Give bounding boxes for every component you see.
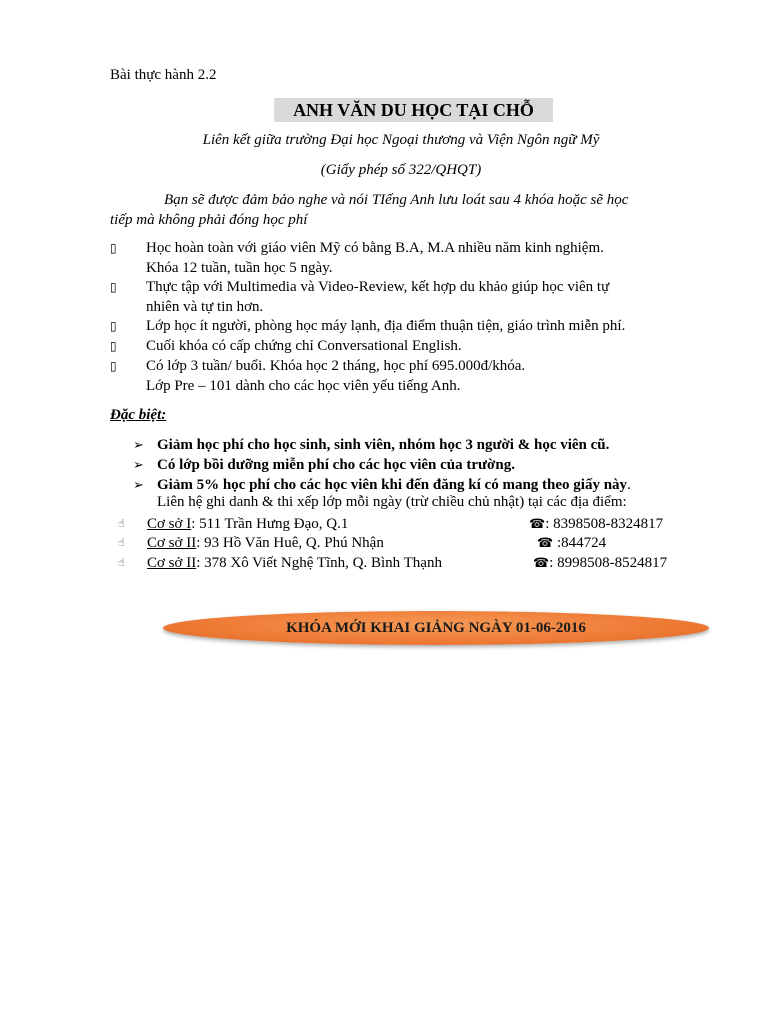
pointing-hand-icon: ☝ [118, 556, 125, 569]
list-item-text: Thực tập với Multimedia và Video-Review, kết hợp du khảo giúp học viên tự [146, 279, 610, 295]
offer-text: Giảm 5% học phí cho các học viên khi đến đăng kí có mang theo giấy này [157, 477, 628, 493]
intro-line: tiếp mà không phải đóng học phí [110, 212, 308, 228]
offer-text: Giảm học phí cho học sinh, sinh viên, nhóm học 3 người & học viên cũ. [157, 437, 610, 453]
branch-name: Cơ sở I [147, 516, 192, 532]
branch-row [118, 514, 688, 534]
list-item-text: Khóa 12 tuần, tuần học 5 ngày. [146, 259, 333, 276]
offer-item [133, 455, 515, 476]
list-item-text: Có lớp 3 tuần/ buổi. Khóa học 2 tháng, học phí 695.000đ/khóa. [146, 358, 526, 374]
pointing-hand-icon: ☝ [118, 517, 125, 530]
branch-phone: : 8998508-8524817 [549, 555, 668, 571]
special-heading: Đặc biệt: [110, 407, 167, 423]
subtitle: Liên kết giữa trường Đại học Ngoại thương và Viện Ngôn ngữ Mỹ [202, 132, 600, 148]
branch-row [118, 553, 688, 573]
list-item-text: nhiên và tự tin hơn. [146, 298, 264, 315]
telephone-icon: ☎ [529, 517, 546, 532]
square-bullet-icon: ▯ [110, 241, 117, 255]
arrow-bullet-icon: ➢ [133, 458, 144, 473]
branch-address: : 93 Hồ Văn Huê, Q. Phú Nhận [196, 535, 384, 551]
square-bullet-icon: ▯ [110, 319, 117, 333]
intro-paragraph [110, 190, 692, 230]
list-item-text: Lớp học ít người, phòng học máy lạnh, địa điểm thuận tiện, giáo trình miễn phí. [146, 318, 626, 334]
license-number: (Giấy phép số 322/QHQT) [320, 162, 482, 178]
branch-phone: : 8398508-8324817 [545, 516, 664, 532]
pointing-hand-icon: ☝ [118, 536, 125, 549]
telephone-icon: ☎ [533, 556, 550, 571]
square-bullet-icon: ▯ [110, 339, 117, 353]
list-item-text: Cuối khóa có cấp chứng chỉ Conversational English. [146, 338, 462, 354]
offer-item [133, 475, 631, 496]
list-item-text: Học hoàn toàn với giáo viên Mỹ có bằng B.A, M.A nhiều năm kinh nghiệm. [146, 240, 604, 256]
branch-row [118, 533, 688, 553]
offer-period: . [627, 477, 631, 493]
exercise-label: Bài thực hành 2.2 [110, 67, 217, 83]
list-item-text: Lớp Pre – 101 dành cho các học viên yếu tiếng Anh. [146, 377, 461, 394]
page-title: ANH VĂN DU HỌC TẠI CHỖ [274, 98, 553, 122]
branch-address: : 378 Xô Viết Nghệ Tĩnh, Q. Bình Thạnh [196, 555, 442, 571]
branch-name: Cơ sở II [147, 555, 197, 571]
offer-text: Có lớp bồi dưỡng miễn phí cho các học viên của trường. [157, 457, 515, 473]
square-bullet-icon: ▯ [110, 359, 117, 373]
offer-item [133, 435, 609, 456]
arrow-bullet-icon: ➢ [133, 478, 144, 493]
branch-phone: :844724 [553, 535, 607, 551]
intro-line: Bạn sẽ được đảm bảo nghe và nói TIếng Anh lưu loát sau 4 khóa hoặc sẽ học [164, 192, 629, 208]
arrow-bullet-icon: ➢ [133, 438, 144, 453]
opening-date-banner: KHÓA MỚI KHAI GIẢNG NGÀY 01-06-2016 [163, 611, 709, 645]
telephone-icon: ☎ [537, 536, 554, 551]
branch-name: Cơ sở II [147, 535, 197, 551]
contact-intro: Liên hệ ghi danh & thi xếp lớp mỗi ngày (trừ chiều chủ nhật) tại các địa điểm: [157, 494, 627, 510]
branch-address: : 511 Trần Hưng Đạo, Q.1 [191, 516, 349, 532]
square-bullet-icon: ▯ [110, 280, 117, 294]
